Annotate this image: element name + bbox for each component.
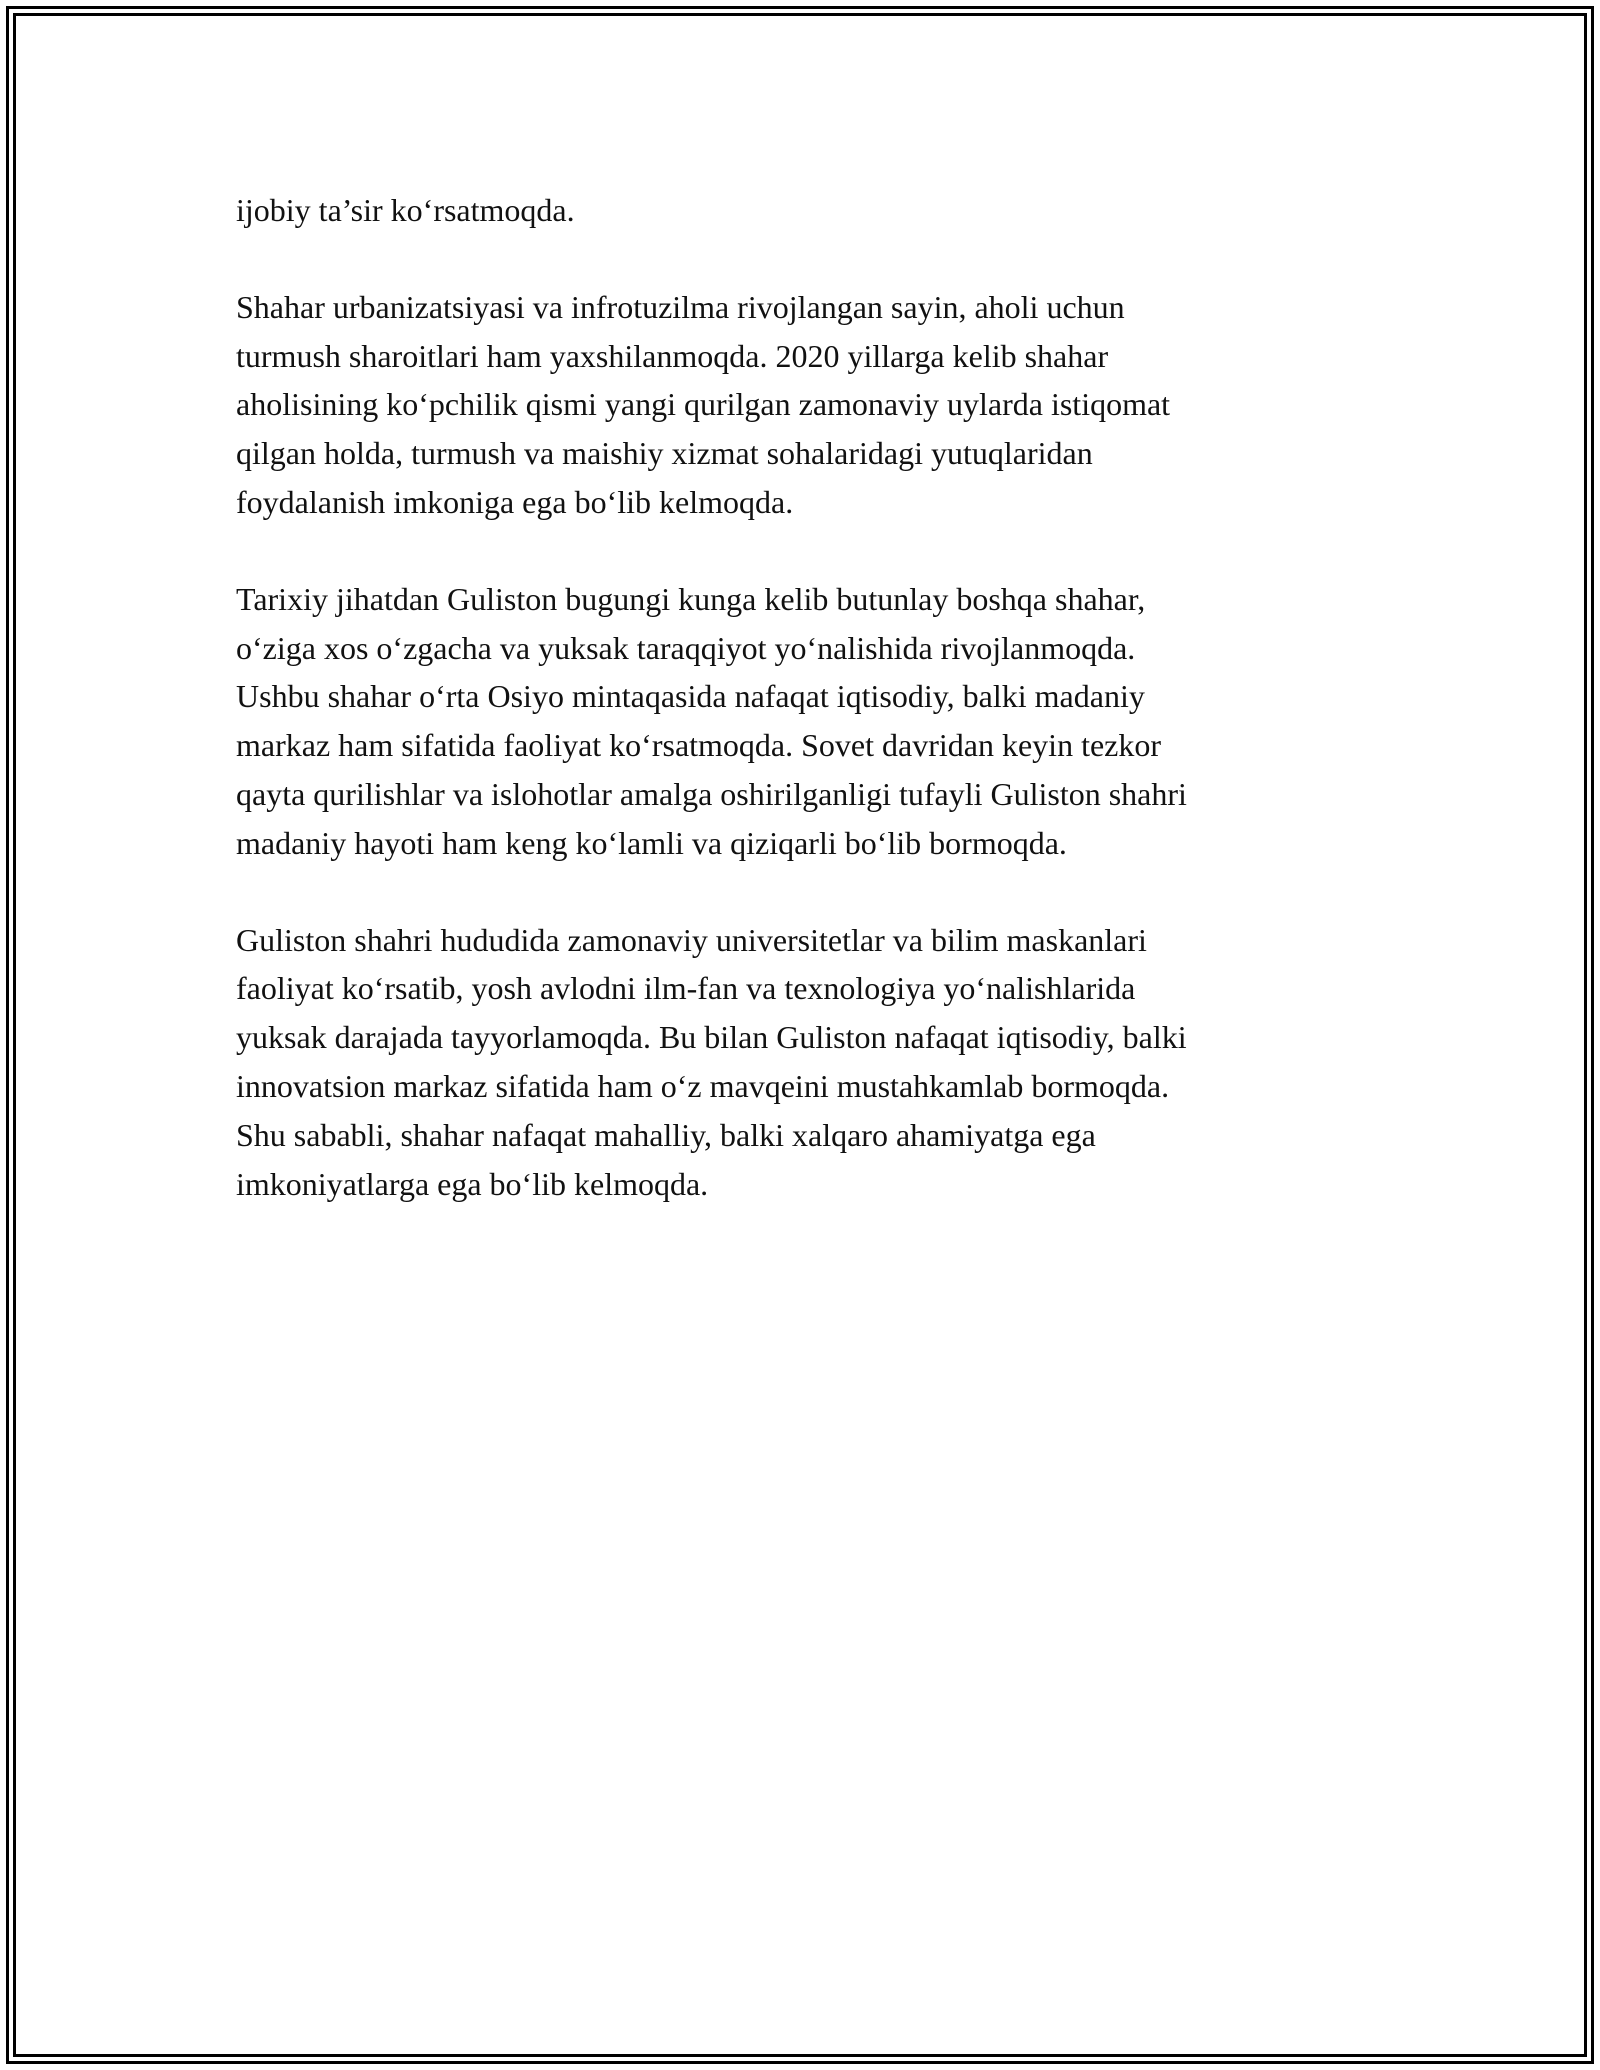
text-line: Tarixiy jihatdan Guliston bugungi kunga kelib butunlay boshqa shahar,	[236, 580, 1146, 617]
text-line: o‘ziga xos o‘zgacha va yuksak taraqqiyot yo‘nalishida rivojlanmoqda.	[236, 629, 1136, 666]
paragraph-1	[236, 186, 1364, 235]
text-line: madaniy hayoti ham keng ko‘lamli va qiziqarli bo‘lib bormoqda.	[236, 824, 1067, 861]
text-line: turmush sharoitlari ham yaxshilanmoqda. 2020 yillarga kelib shahar	[236, 337, 1109, 374]
paragraph-2	[236, 283, 1364, 527]
text-line: foydalanish imkoniga ega bo‘lib kelmoqda.	[236, 483, 794, 520]
text-line: markaz ham sifatida faoliyat ko‘rsatmoqda. Sovet davridan keyin tezkor	[236, 727, 1162, 764]
text-line: yuksak darajada tayyorlamoqda. Bu bilan Guliston nafaqat iqtisodiy, balki	[236, 1019, 1187, 1056]
text-line: innovatsion markaz sifatida ham o‘z mavqeini mustahkamlab bormoqda.	[236, 1067, 1170, 1104]
text-line: Shu sababli, shahar nafaqat mahalliy, balki xalqaro ahamiyatga ega	[236, 1116, 1096, 1153]
paragraph-3	[236, 575, 1364, 868]
text-line: Guliston shahri hududida zamonaviy universitetlar va bilim maskanlari	[236, 921, 1147, 958]
document-body	[236, 186, 1364, 1256]
text-line: faoliyat ko‘rsatib, yosh avlodni ilm-fan va texnologiya yo‘nalishlarida	[236, 970, 1136, 1007]
text-line: Ushbu shahar o‘rta Osiyo mintaqasida nafaqat iqtisodiy, balki madaniy	[236, 678, 1145, 715]
text-line: qayta qurilishlar va islohotlar amalga oshirilganligi tufayli Guliston shahri	[236, 775, 1187, 812]
text-line: aholisining ko‘pchilik qismi yangi qurilgan zamonaviy uylarda istiqomat	[236, 386, 1171, 423]
text-line: Shahar urbanizatsiyasi va infrotuzilma rivojlangan sayin, aholi uchun	[236, 288, 1125, 325]
text-line: ijobiy ta’sir ko‘rsatmoqda.	[236, 192, 575, 228]
text-line: imkoniyatlarga ega bo‘lib kelmoqda.	[236, 1165, 709, 1202]
paragraph-4	[236, 916, 1364, 1209]
text-line: qilgan holda, turmush va maishiy xizmat sohalaridagi yutuqlaridan	[236, 435, 1093, 472]
